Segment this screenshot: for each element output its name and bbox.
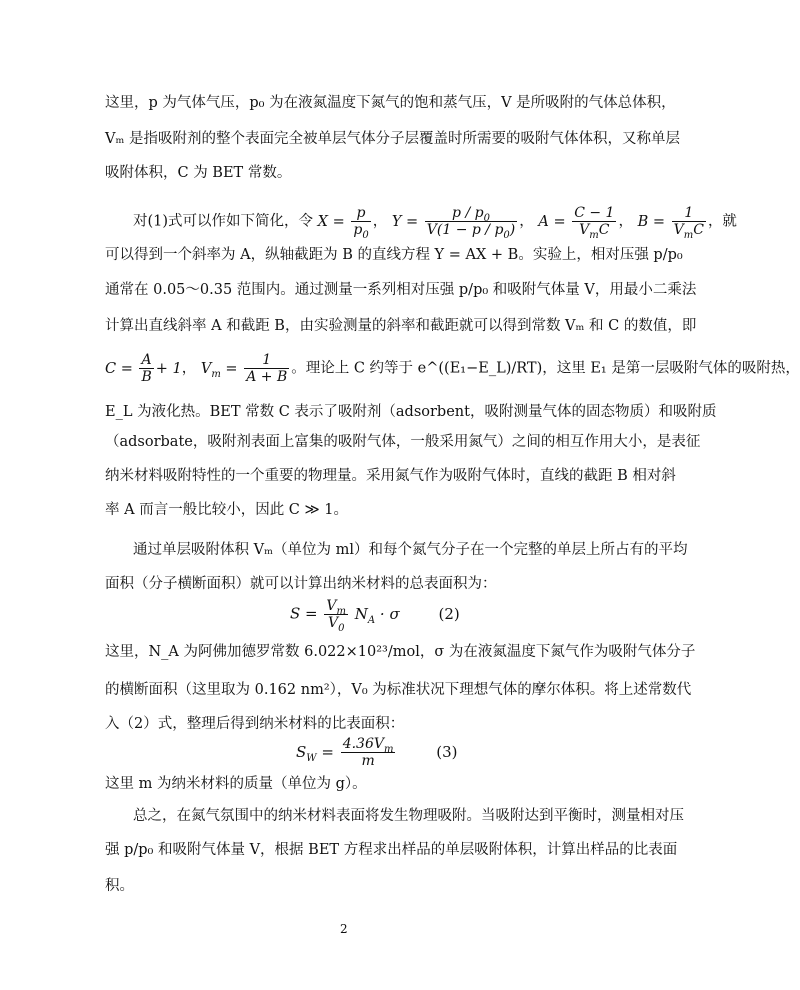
page-number: 2 — [340, 922, 348, 936]
equation-2-label: (2) — [438, 604, 460, 623]
para2-line1-post: ，就 — [707, 213, 737, 230]
para2-line9: 率 A 而言一般比较小，因此 C ≫ 1。 — [105, 502, 349, 518]
para2-line2: 可以得到一个斜率为 A，纵轴截距为 B 的直线方程 Y = AX + B。实验上，相对压强 p/p₀ — [105, 247, 683, 263]
equation-3-label: (3) — [436, 742, 458, 761]
para2-line8: 纳米材料吸附特性的一个重要的物理量。采用氮气作为吸附气体时，直线的截距 B 相对斜 — [105, 468, 676, 484]
para2-line5: C = $\frac{A}{B}$ + 1， $V_m$ = $\frac{1}{A + B}$ 。理论上 C 约等于 e^((E₁−E_L)/RT)，这里 E₁ 是第一层吸附气体的吸附热， — [105, 352, 800, 385]
para2-line5-mid: 。理论上 C 约等于 e^((E₁−E_L)/RT)，这里 E₁ 是第一层吸附气体的吸附热， — [291, 360, 800, 377]
para1-line2: Vₘ 是指吸附剂的整个表面完全被单层气体分子层覆盖时所需要的吸附气体体积，又称单层 — [105, 131, 680, 147]
para5-line1: 这里 m 为纳米材料的质量（单位为 g）。 — [105, 776, 367, 792]
para6-line1: 总之，在氮气氛围中的纳米材料表面将发生物理吸附。当吸附达到平衡时，测量相对压 — [133, 808, 684, 824]
equation-3: $S_W$ = $\frac{4.36V_m}{m}$ (3) — [296, 736, 458, 769]
formula-y-def: Y = $\frac{p / p_0}{V(1 - p / p_0)}$ — [391, 205, 516, 241]
formula-c-result: C = $\frac{A}{B}$ + 1 — [105, 352, 182, 385]
formula-x-def: X = $\frac{p}{p_0}$ — [317, 205, 369, 241]
para2-line3: 通常在 0.05～0.35 范围内。通过测量一系列相对压强 p/p₀ 和吸附气体量 V，用最小二乘法 — [105, 282, 697, 298]
equation-2: S = $\frac{V_m}{V_0}$ $N_A \cdot \sigma$ (2) — [290, 598, 460, 634]
para6-line3: 积。 — [105, 878, 134, 894]
para4-line3: 入（2）式，整理后得到纳米材料的比表面积： — [105, 716, 405, 732]
para2-line4: 计算出直线斜率 A 和截距 B，由实验测量的斜率和截距就可以得到常数 Vₘ 和 C 的数值，即 — [105, 318, 697, 334]
formula-b-def: B = $\frac{1}{V_mC}$ — [637, 205, 704, 241]
para2-line1: 对(1)式可以作如下简化，令 X = $\frac{p}{p_0}$ ， Y = $\frac{p / p_0}{V(1 - p / p_0)}$ ， A = $\frac{C - 1}{V_mC}$ ， B = $\frac{1}{V_mC}$ ，就 — [133, 205, 737, 241]
para3-line2: 面积（分子横断面积）就可以计算出纳米材料的总表面积为： — [105, 576, 497, 592]
para4-line1: 这里，N_A 为阿佛加德罗常数 6.022×10²³/mol，σ 为在液氮温度下氮气作为吸附气体分子 — [105, 644, 696, 660]
para4-line2: 的横断面积（这里取为 0.162 nm²），V₀ 为标准状况下理想气体的摩尔体积。将上述常数代 — [105, 682, 692, 698]
para1-line1: 这里，p 为气体气压，p₀ 为在液氮温度下氮气的饱和蒸气压，V 是所吸附的气体总体积， — [105, 95, 676, 111]
para2-line1-pre: 对(1)式可以作如下简化，令 — [133, 213, 314, 230]
para3-line1: 通过单层吸附体积 Vₘ（单位为 ml）和每个氮气分子在一个完整的单层上所占有的平均 — [133, 542, 688, 558]
formula-vm-result: $V_m$ = $\frac{1}{A + B}$ — [200, 352, 288, 385]
para2-line7: （adsorbate，吸附剂表面上富集的吸附气体，一般采用氮气）之间的相互作用大小，是表征 — [105, 434, 701, 450]
para6-line2: 强 p/p₀ 和吸附气体量 V，根据 BET 方程求出样品的单层吸附体积，计算出样品的比表面 — [105, 842, 678, 858]
para2-line6: E_L 为液化热。BET 常数 C 表示了吸附剂（adsorbent，吸附测量气体的固态物质）和吸附质 — [105, 404, 717, 420]
para1-line3: 吸附体积，C 为 BET 常数。 — [105, 165, 292, 181]
formula-a-def: A = $\frac{C - 1}{V_mC}$ — [538, 205, 615, 241]
